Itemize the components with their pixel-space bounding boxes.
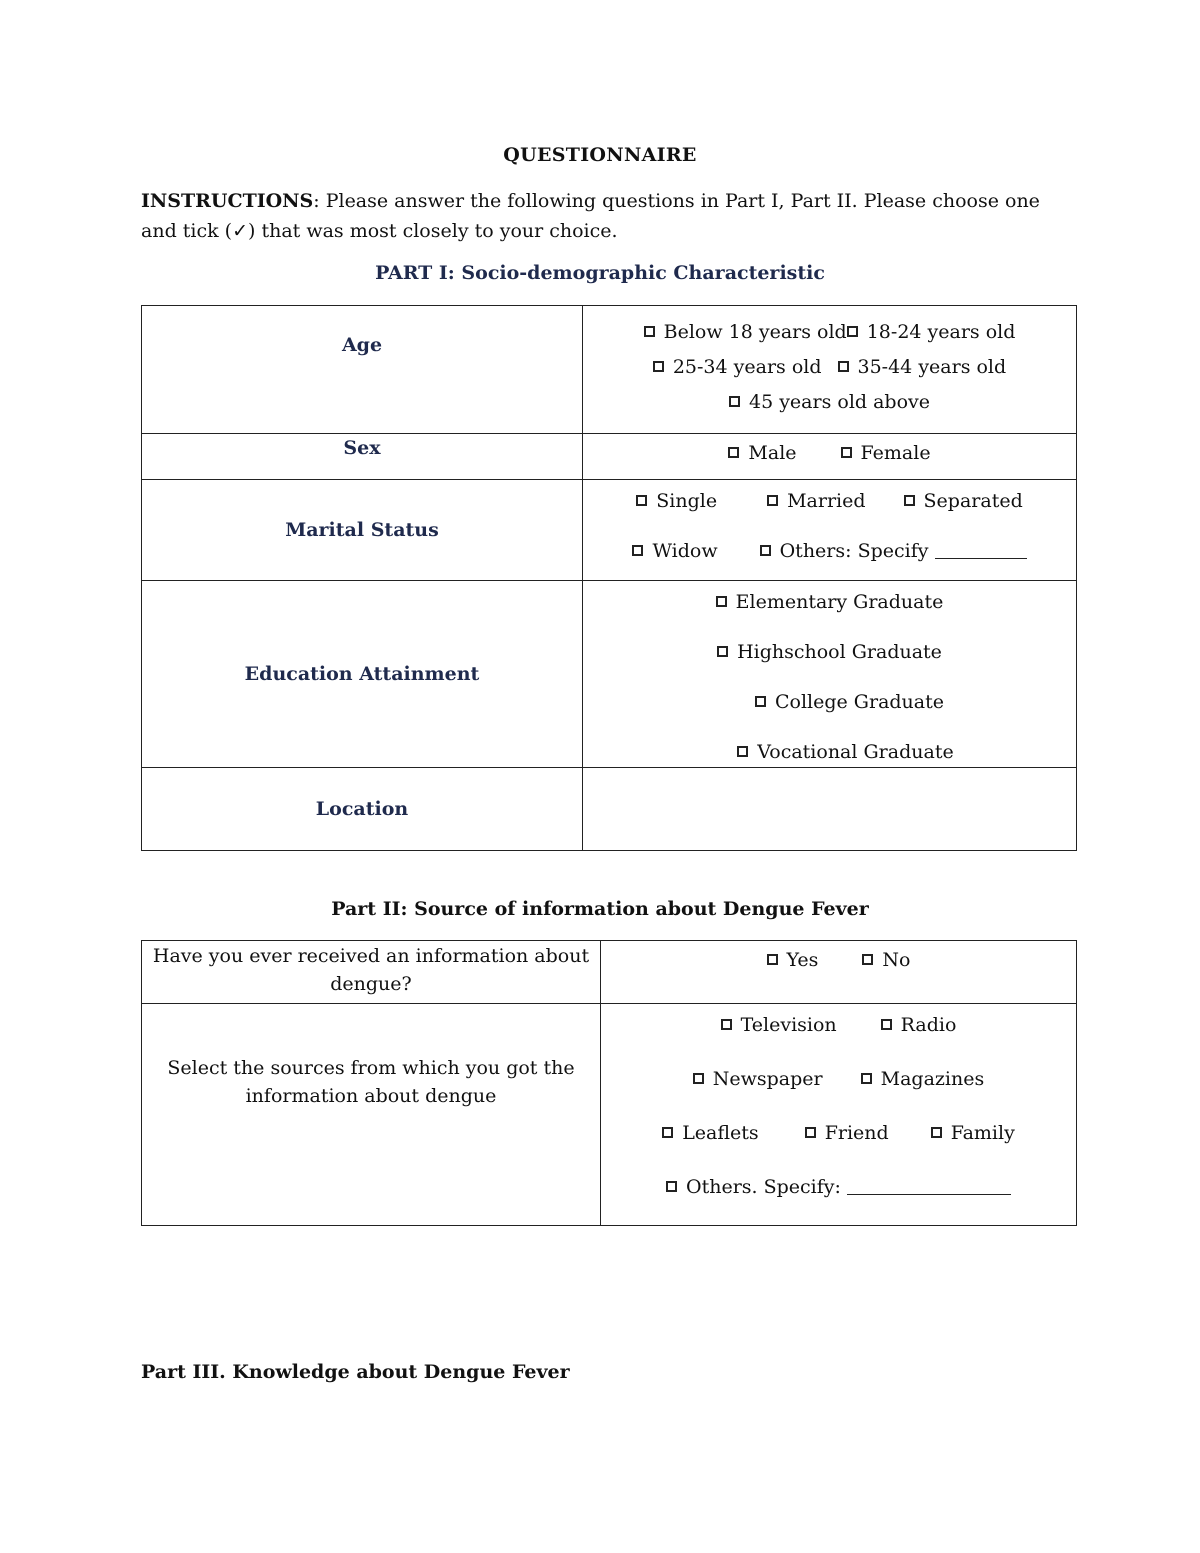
q1-option-yes[interactable]: Yes	[767, 949, 819, 971]
location-label: Location	[142, 768, 583, 851]
checkbox-icon[interactable]	[737, 746, 748, 757]
q1-options	[601, 941, 1077, 1004]
q2-option-friend[interactable]: Friend	[805, 1118, 889, 1148]
part1-table	[141, 305, 1077, 851]
sex-options	[583, 434, 1077, 480]
marital-option-married[interactable]: Married	[767, 488, 865, 514]
age-option-45-above[interactable]: 45 years old above	[729, 385, 930, 420]
q2-option-others[interactable]: Others. Specify:	[666, 1172, 1011, 1202]
checkbox-icon[interactable]	[805, 1127, 816, 1138]
q2-options	[601, 1004, 1077, 1226]
marital-label: Marital Status	[142, 480, 583, 581]
age-option-35-44[interactable]: 35-44 years old	[838, 350, 1007, 385]
marital-option-separated[interactable]: Separated	[904, 488, 1023, 514]
checkbox-icon[interactable]	[861, 1073, 872, 1084]
education-label: Education Attainment	[142, 581, 583, 768]
education-row	[142, 581, 1077, 768]
instructions	[141, 186, 1076, 246]
checkbox-icon[interactable]	[662, 1127, 673, 1138]
education-option-vocational[interactable]: Vocational Graduate	[583, 737, 1076, 767]
part2-heading: Part II: Source of information about Dengue Fever	[331, 898, 869, 920]
education-option-elementary[interactable]: Elementary Graduate	[583, 587, 1076, 637]
age-label: Age	[142, 306, 583, 434]
checkbox-icon[interactable]	[729, 396, 740, 407]
marital-option-widow[interactable]: Widow	[632, 538, 717, 564]
checkbox-icon[interactable]	[693, 1073, 704, 1084]
location-input[interactable]	[583, 768, 1077, 851]
checkbox-icon[interactable]	[721, 1019, 732, 1030]
age-option-25-34[interactable]: 25-34 years old	[653, 350, 822, 385]
instructions-label: INSTRUCTIONS	[141, 190, 314, 212]
sex-option-female[interactable]: Female	[841, 442, 931, 464]
q2-option-magazines[interactable]: Magazines	[861, 1064, 985, 1094]
specify-blank[interactable]	[847, 1176, 1011, 1195]
checkbox-icon[interactable]	[666, 1181, 677, 1192]
q2-option-radio[interactable]: Radio	[881, 1010, 957, 1040]
checkbox-icon[interactable]	[841, 447, 852, 458]
checkbox-icon[interactable]	[767, 495, 778, 506]
checkbox-icon[interactable]	[904, 495, 915, 506]
part2-table	[141, 940, 1077, 1226]
marital-option-single[interactable]: Single	[636, 488, 717, 514]
checkbox-icon[interactable]	[716, 596, 727, 607]
checkbox-icon[interactable]	[644, 326, 655, 337]
q2-row	[142, 1004, 1077, 1226]
sex-option-male[interactable]: Male	[728, 442, 796, 464]
checkbox-icon[interactable]	[931, 1127, 942, 1138]
age-options	[583, 306, 1077, 434]
checkbox-icon[interactable]	[838, 361, 849, 372]
location-row	[142, 768, 1077, 851]
part3-heading: Part III. Knowledge about Dengue Fever	[141, 1361, 570, 1383]
checkbox-icon[interactable]	[755, 696, 766, 707]
checkbox-icon[interactable]	[862, 954, 873, 965]
age-option-18-24[interactable]: 18-24 years old	[847, 315, 1016, 350]
age-row	[142, 306, 1077, 434]
checkbox-icon[interactable]	[767, 954, 778, 965]
q2-option-newspaper[interactable]: Newspaper	[693, 1064, 823, 1094]
checkbox-icon[interactable]	[632, 545, 643, 556]
sex-row	[142, 434, 1077, 480]
q1-row	[142, 941, 1077, 1004]
q2-option-family[interactable]: Family	[931, 1118, 1015, 1148]
q2-text: Select the sources from which you got the information about dengue	[142, 1004, 601, 1226]
page-title: QUESTIONNAIRE	[503, 144, 697, 166]
education-option-college[interactable]: College Graduate	[583, 687, 1076, 737]
q2-option-television[interactable]: Television	[721, 1010, 837, 1040]
education-option-highschool[interactable]: Highschool Graduate	[583, 637, 1076, 687]
checkbox-icon[interactable]	[653, 361, 664, 372]
checkbox-icon[interactable]	[717, 646, 728, 657]
education-options	[583, 581, 1077, 768]
marital-option-others[interactable]: Others: Specify	[760, 538, 1027, 564]
checkbox-icon[interactable]	[847, 326, 858, 337]
age-option-below-18[interactable]: Below 18 years old	[644, 315, 847, 350]
marital-options	[583, 480, 1077, 581]
checkbox-icon[interactable]	[760, 545, 771, 556]
specify-blank[interactable]	[935, 540, 1027, 559]
sex-label: Sex	[142, 434, 583, 480]
q2-option-leaflets[interactable]: Leaflets	[662, 1118, 759, 1148]
checkbox-icon[interactable]	[881, 1019, 892, 1030]
checkbox-icon[interactable]	[636, 495, 647, 506]
checkbox-icon[interactable]	[728, 447, 739, 458]
marital-row	[142, 480, 1077, 581]
part1-heading: PART I: Socio-demographic Characteristic	[375, 262, 825, 284]
q1-option-no[interactable]: No	[862, 949, 910, 971]
instructions-text: : Please answer the following questions in Part I, Part II. Please choose one and tick (✓) that was most closely to your choice.	[141, 190, 1040, 242]
q1-text: Have you ever received an information about dengue?	[142, 941, 601, 1004]
